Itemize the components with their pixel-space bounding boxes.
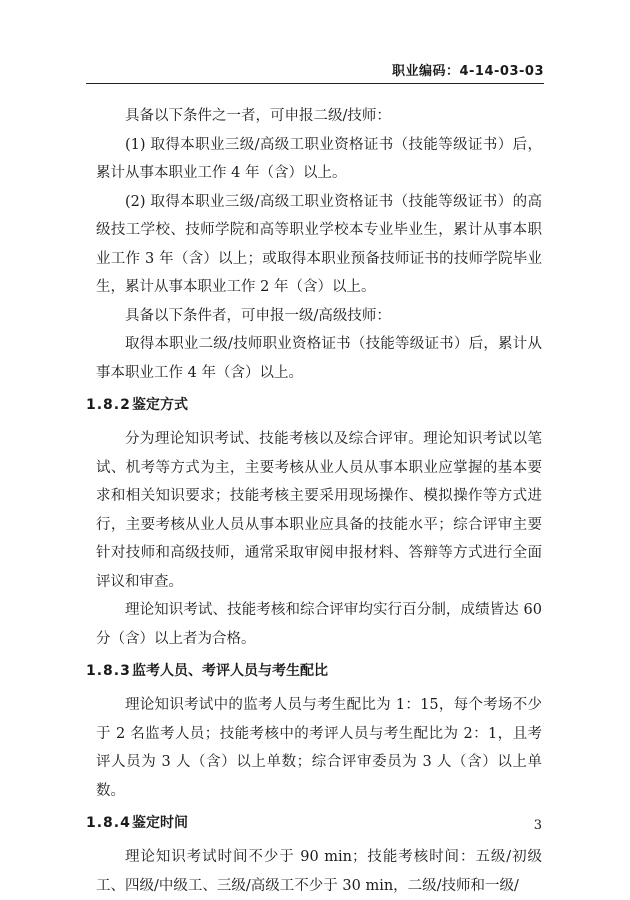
- section-title: 鉴定时间: [132, 815, 188, 831]
- paragraph: 理论知识考试、技能考核和综合评审均实行百分制，成绩皆达 60 分（含）以上者为合格。: [96, 602, 547, 647]
- occupation-code: 职业编码：4-14-03-03: [391, 64, 544, 79]
- page-content: [86, 102, 547, 900]
- section-number: 1.8.4: [86, 815, 131, 831]
- section-heading-1-8-3: [86, 653, 542, 691]
- section-title: 鉴定方式: [132, 397, 188, 413]
- paragraph: 具备以下条件者，可申报一级/高级技师：: [125, 307, 391, 324]
- paragraph: 取得本职业二级/技师职业资格证书（技能等级证书）后，累计从事本职业工作 4 年（含）以上。: [96, 336, 542, 381]
- section-title: 监考人员、考评人员与考生配比: [132, 663, 328, 679]
- paragraph: 具备以下条件之一者，可申报二级/技师：: [125, 108, 391, 124]
- page-number: 3: [533, 818, 542, 833]
- section-number: 1.8.3: [86, 663, 131, 679]
- header-divider: [86, 83, 544, 84]
- paragraph: 理论知识考试时间不少于 90 min；技能考核时间：五级/初级工、四级/中级工、三级/高级工不少于 30 min，二级/技师和一级/: [96, 849, 542, 894]
- paragraph: 分为理论知识考试、技能考核以及综合评审。理论知识考试以笔试、机考等方式为主，主要考核从业人员从事本职业应掌握的基本要求和相关知识要求；技能考核主要采用现场操作、模拟操作等方式进行，主要考核从业人员从事本职业应具备的技能水平；综合评审主要针对技师和高级技师，通常采取审阅申报材料、答辩等方式进行全面评议和审查。: [96, 431, 542, 590]
- section-heading-1-8-4: [86, 805, 542, 843]
- paragraph: (2) 取得本职业三级/高级工职业资格证书（技能等级证书）的高级技工学校、技师学院和高等职业学校本专业毕业生，累计从事本职业工作 3 年（含）以上；或取得本职业预备技师证书的技师学院毕业生，累计从事本职业工作 2 年（含）以上。: [96, 193, 542, 295]
- section-number: 1.8.2: [86, 397, 131, 413]
- paragraph: (1) 取得本职业三级/高级工职业资格证书（技能等级证书）后，累计从事本职业工作 4 年（含）以上。: [96, 136, 542, 181]
- section-heading-1-8-2: [86, 387, 542, 425]
- paragraph: 理论知识考试中的监考人员与考生配比为 1：15，每个考场不少于 2 名监考人员；技能考核中的考评人员与考生配比为 2：1，且考评人员为 3 人（含）以上单数；综合评审委员为 3 人（含）以上单数。: [96, 697, 542, 799]
